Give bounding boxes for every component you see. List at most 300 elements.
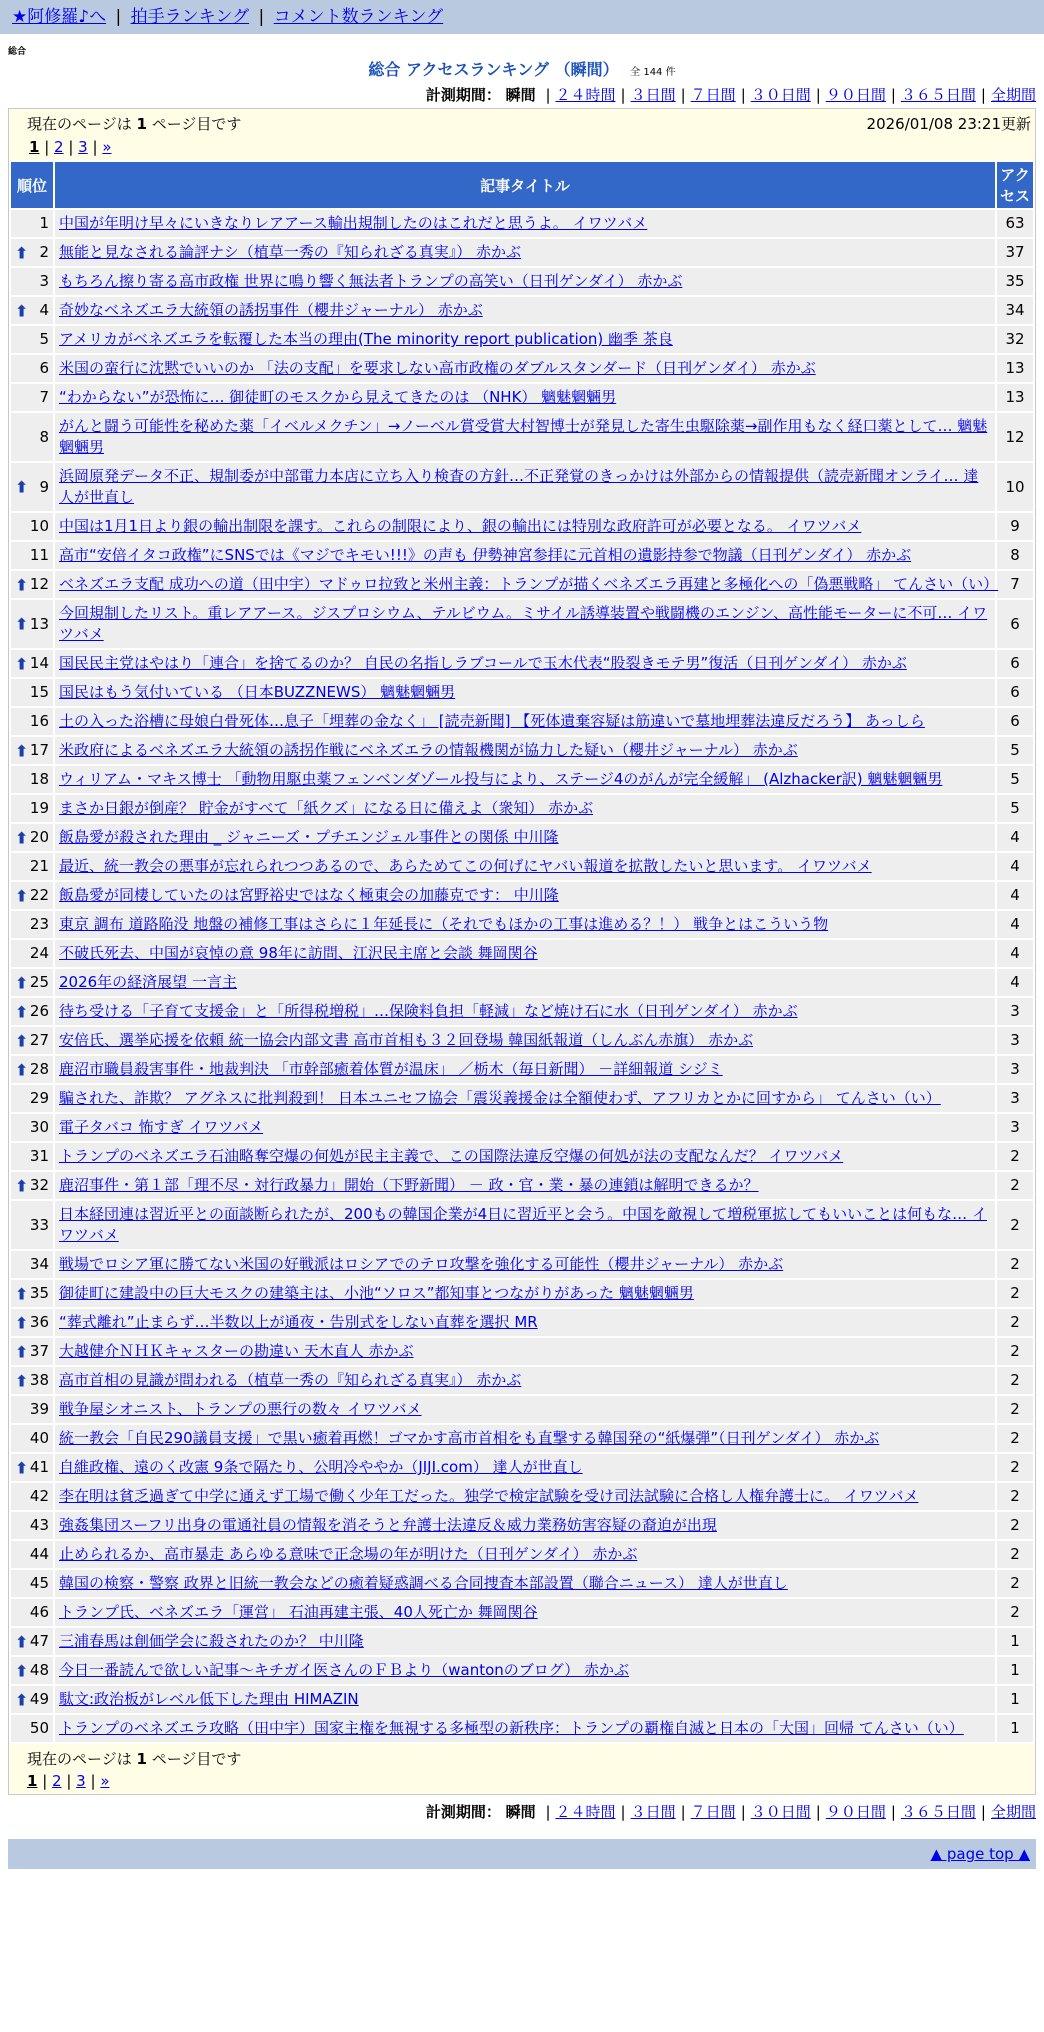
rank-cell <box>11 513 53 540</box>
rank-cell <box>11 1027 53 1054</box>
table-row <box>11 911 1033 938</box>
access-count: 2 <box>997 1172 1033 1199</box>
title-cell <box>55 1454 995 1481</box>
title-cell <box>55 1570 995 1597</box>
access-count: 35 <box>997 268 1033 295</box>
period-link[interactable]: ２４時間 <box>555 1803 616 1821</box>
article-link[interactable]: 戦争屋シオニスト、トランプの悪行の数々 イワツバメ <box>59 1400 422 1418</box>
article-link[interactable]: 御徒町に建設中の巨大モスクの建築主は、小池“ソロス”都知事とつながりがあった 魑魅魍魎男 <box>59 1284 694 1302</box>
table-row <box>11 1396 1033 1423</box>
access-count: 3 <box>997 1085 1033 1112</box>
article-link[interactable]: 飯島愛が同棲していたのは宮野裕史ではなく極東会の加藤克です： 中川隆 <box>59 886 559 904</box>
rank-number: 39 <box>29 1400 49 1418</box>
rank-number: 41 <box>29 1458 49 1476</box>
title-cell <box>55 650 995 677</box>
rank-cell <box>11 463 53 511</box>
rank-cell <box>11 1251 53 1278</box>
period-separator: | <box>980 1803 986 1821</box>
rank-cell <box>11 1541 53 1568</box>
article-link[interactable]: 米国の蛮行に沈黙でいいのか 「法の支配」を要求しない高市政権のダブルスタンダード（日刊ゲンダイ） 赤かぶ <box>59 359 816 377</box>
up-arrow-icon: ⬆ <box>15 1632 29 1651</box>
rank-cell <box>11 210 53 237</box>
rank-cell <box>11 853 53 880</box>
rank-cell <box>11 1657 53 1684</box>
rank-number: 21 <box>29 857 49 875</box>
rank-cell <box>11 795 53 822</box>
rank-cell <box>11 600 53 648</box>
article-link[interactable]: 国民民主党はやはり「連合」を捨てるのか？ 自民の名指しラブコールで玉木代表“股裂きモテ男”復活（日刊ゲンダイ） 赤かぶ <box>59 654 907 672</box>
table-row <box>11 882 1033 909</box>
article-link[interactable]: 2026年の経済展望 一言主 <box>59 973 237 991</box>
article-link[interactable]: 韓国の検察・警察 政界と旧統一教会などの癒着疑惑調べる合同捜査本部設置（聯合ニュース） 達人が世直し <box>59 1574 788 1592</box>
access-count: 32 <box>997 326 1033 353</box>
rank-number: 32 <box>29 1176 49 1194</box>
period-link[interactable]: ３日間 <box>630 1803 676 1821</box>
article-link[interactable]: ウィリアム・マキス博士 「動物用駆虫薬フェンベンダゾール投与により、ステージ4のがんが完全緩解」 (Alzhacker訳) 魑魅魍魎男 <box>59 770 943 788</box>
up-arrow-icon: ⬆ <box>15 243 29 262</box>
rank-cell <box>11 940 53 967</box>
home-link[interactable]: ★阿修羅♪へ <box>12 7 107 27</box>
table-row <box>11 969 1033 996</box>
pager-page-3[interactable]: 3 <box>78 138 88 156</box>
rank-header: 順位 <box>11 162 53 208</box>
title-cell <box>55 1172 995 1199</box>
rank-cell <box>11 1143 53 1170</box>
title-cell <box>55 853 995 880</box>
rank-cell <box>11 239 53 266</box>
ranking-table <box>9 160 1035 1744</box>
pager-page-3[interactable]: 3 <box>76 1772 86 1790</box>
table-row <box>11 766 1033 793</box>
rank-number: 12 <box>29 575 49 593</box>
total-count: 全 144 件 <box>630 67 676 78</box>
pager-page-1: 1 <box>29 138 40 156</box>
access-count: 37 <box>997 239 1033 266</box>
rank-cell <box>11 268 53 295</box>
rank-cell <box>11 824 53 851</box>
table-row <box>11 824 1033 851</box>
rank-cell <box>11 1396 53 1423</box>
article-link[interactable]: がんと闘う可能性を秘めた薬「イベルメクチン」→ノーベル賞受賞大村智博士が発見した寄生虫駆除薬→副作用もなく経口薬として… 魑魅魍魎男 <box>59 417 988 456</box>
access-count: 5 <box>997 737 1033 764</box>
rank-number: 36 <box>29 1313 49 1331</box>
access-count: 2 <box>997 1425 1033 1452</box>
article-link[interactable]: 李在明は貧乏過ぎて中学に通えず工場で働く少年工だった。独学で検定試験を受け司法試験に合格し人権弁護士に。 イワツバメ <box>59 1487 919 1505</box>
article-link[interactable]: 東京 調布 道路陥没 地盤の補修工事はさらに１年延長に（それでもほかの工事は進める？！） 戦争とはこういう物 <box>59 915 829 933</box>
period-link[interactable]: 全期間 <box>990 1803 1036 1821</box>
title-cell <box>55 1657 995 1684</box>
title-header: 記事タイトル <box>55 162 995 208</box>
rank-number: 35 <box>29 1284 49 1302</box>
article-link[interactable]: 今日一番読んで欲しい記事～キチガイ医さんのＦＢより（wantonのブログ） 赤かぶ <box>59 1661 630 1679</box>
table-row <box>11 1172 1033 1199</box>
rank-number: 22 <box>29 886 49 904</box>
access-count: 10 <box>997 463 1033 511</box>
rank-number: 9 <box>39 477 49 496</box>
period-link[interactable]: ７日間 <box>690 1803 736 1821</box>
table-row <box>11 1201 1033 1249</box>
period-separator: | <box>680 86 686 104</box>
rank-cell <box>11 969 53 996</box>
period-link[interactable]: ３０日間 <box>750 1803 811 1821</box>
period-label: 計測期間： <box>425 1803 501 1821</box>
article-link[interactable]: 三浦春馬は創価学会に殺されたのか？ 中川隆 <box>59 1632 364 1650</box>
pager-bottom <box>27 1772 1017 1790</box>
rank-cell <box>11 1483 53 1510</box>
period-link[interactable]: ３６５日間 <box>900 86 976 104</box>
title-cell <box>55 1396 995 1423</box>
table-row <box>11 650 1033 677</box>
access-count: 1 <box>997 1657 1033 1684</box>
nav-separator: | <box>258 7 265 27</box>
article-link[interactable]: 強姦集団スーフリ出身の電通社員の情報を消そうと弁護士法違反＆威力業務妨害容疑の裔迫が出現 <box>59 1516 717 1534</box>
access-count: 2 <box>997 1280 1033 1307</box>
article-link[interactable]: もちろん擦り寄る高市政権 世界に鳴り響く無法者トランプの高笑い（日刊ゲンダイ） 赤かぶ <box>59 272 683 290</box>
title-cell <box>55 1085 995 1112</box>
pager-separator: | <box>87 138 103 156</box>
up-arrow-icon: ⬆ <box>15 575 29 594</box>
access-count: 2 <box>997 1338 1033 1365</box>
rank-number: 46 <box>29 1603 49 1621</box>
access-count: 2 <box>997 1251 1033 1278</box>
access-count: 8 <box>997 542 1033 569</box>
up-arrow-icon: ⬆ <box>15 973 29 992</box>
access-count: 2 <box>997 1570 1033 1597</box>
up-arrow-icon: ⬆ <box>15 614 29 634</box>
table-row <box>11 413 1033 461</box>
rank-cell <box>11 1338 53 1365</box>
pager-page-2[interactable]: 2 <box>52 1772 62 1790</box>
access-count: 2 <box>997 1143 1033 1170</box>
rank-number: 18 <box>29 770 49 788</box>
period-link[interactable]: ９０日間 <box>825 1803 886 1821</box>
article-link[interactable]: 駄文:政治板がレベル低下した理由 HIMAZIN <box>59 1690 359 1708</box>
title-cell <box>55 1201 995 1249</box>
rank-number: 48 <box>29 1661 49 1679</box>
rank-cell <box>11 1425 53 1452</box>
rank-cell <box>11 882 53 909</box>
article-link[interactable]: 電子タバコ 怖すぎ イワツバメ <box>59 1118 264 1136</box>
rank-number: 6 <box>39 359 49 377</box>
article-link[interactable]: トランプ氏、ベネズエラ「運営」 石油再建主張、40人死亡か 舞岡関谷 <box>59 1603 538 1621</box>
clap-ranking-link[interactable]: 拍手ランキング <box>130 7 250 27</box>
title-cell <box>55 882 995 909</box>
ranking-title-row <box>0 58 1044 82</box>
article-link[interactable]: 統一教会「自民290議員支援」で黒い癒着再燃！ゴマかす高市首相をも直撃する韓国発の“紙爆弾”（日刊ゲンダイ） 赤かぶ <box>59 1429 880 1447</box>
access-count: 1 <box>997 1628 1033 1655</box>
title-cell <box>55 969 995 996</box>
page-status-number: 1 <box>136 1750 147 1768</box>
rank-cell <box>11 766 53 793</box>
rank-number: 43 <box>29 1516 49 1534</box>
table-row <box>11 355 1033 382</box>
article-link[interactable]: 無能と見なされる論評ナシ（植草一秀の『知られざる真実』） 赤かぶ <box>59 243 521 261</box>
access-header: アクセス <box>997 162 1033 208</box>
article-link[interactable]: 日本経団連は習近平との面談断られたが、200もの韓国企業が4日に習近平と会う。中国を敵視して増税軍拡してもいいことは何もな… イワツバメ <box>59 1205 987 1244</box>
rank-number: 13 <box>29 614 49 633</box>
access-count: 3 <box>997 1114 1033 1141</box>
title-cell <box>55 708 995 735</box>
scope-label: 総合 <box>8 47 27 57</box>
rank-cell <box>11 1454 53 1481</box>
title-cell <box>55 1114 995 1141</box>
access-count: 6 <box>997 679 1033 706</box>
title-cell <box>55 1338 995 1365</box>
table-row <box>11 1570 1033 1597</box>
article-link[interactable]: 中国が年明け早々にいきなりレアアース輸出規制したのはこれだと思うよ。 イワツバメ <box>59 214 648 232</box>
article-link[interactable]: 鹿沼事件・第１部「理不尽・対行政暴力」開始（下野新聞） － 政・官・業・暴の連鎖は解明できるか？ <box>59 1176 759 1194</box>
table-row <box>11 1599 1033 1626</box>
article-link[interactable]: 待ち受ける「子育て支援金」と「所得税増税」…保険料負担「軽減」など焼け石に水（日刊ゲンダイ） 赤かぶ <box>59 1002 798 1020</box>
rank-number: 11 <box>29 546 49 564</box>
pager-separator: | <box>63 138 79 156</box>
up-arrow-icon: ⬆ <box>15 1060 29 1079</box>
up-arrow-icon: ⬆ <box>15 1031 29 1050</box>
rank-cell <box>11 1056 53 1083</box>
access-count: 6 <box>997 600 1033 648</box>
title-cell <box>55 384 995 411</box>
rank-cell <box>11 1570 53 1597</box>
rank-cell <box>11 413 53 461</box>
up-arrow-icon: ⬆ <box>15 1342 29 1361</box>
rank-number: 29 <box>29 1089 49 1107</box>
period-link[interactable]: ９０日間 <box>825 86 886 104</box>
access-count: 2 <box>997 1201 1033 1249</box>
access-count: 12 <box>997 413 1033 461</box>
access-count: 2 <box>997 1309 1033 1336</box>
rank-number: 34 <box>29 1255 49 1273</box>
article-link[interactable]: ベネズエラ支配 成功への道（田中宇）マドゥロ拉致と米州主義：トランプが描くベネズエラ再建と多極化への「偽悪戦略」 てんさい（い） <box>59 575 999 593</box>
article-link[interactable]: “葬式離れ”止まらず…半数以上が通夜・告別式をしない直葬を選択 MR <box>59 1313 538 1331</box>
page-status-suffix: ページ目です <box>151 115 242 133</box>
rank-cell <box>11 1114 53 1141</box>
title-cell <box>55 1251 995 1278</box>
period-link[interactable]: ３０日間 <box>750 86 811 104</box>
table-header <box>11 162 1033 208</box>
rank-number: 31 <box>29 1147 49 1165</box>
access-count: 34 <box>997 297 1033 324</box>
article-link[interactable]: 高市首相の見識が問われる（植草一秀の『知られざる真実』） 赤かぶ <box>59 1371 522 1389</box>
rank-number: 27 <box>29 1031 49 1049</box>
rank-number: 1 <box>39 214 49 232</box>
access-count: 3 <box>997 1027 1033 1054</box>
table-row <box>11 1251 1033 1278</box>
article-link[interactable]: トランプのベネズエラ攻略（田中宇）国家主権を無視する多極型の新秩序：トランプの覇権自滅と日本の「大国」回帰 てんさい（い） <box>59 1719 964 1737</box>
pager-next[interactable]: » <box>102 138 112 156</box>
rank-number: 44 <box>29 1545 49 1563</box>
access-count: 2 <box>997 1396 1033 1423</box>
article-link[interactable]: 大越健介ＮＨＫキャスターの勘違い 天木直人 赤かぶ <box>59 1342 414 1360</box>
article-link[interactable]: 今回規制したリスト。重レアアース。ジスプロシウム、テルビウム。ミサイル誘導装置や戦闘機のエンジン、高性能モーターに不可… イワツバメ <box>59 604 988 643</box>
period-selector <box>0 82 1044 108</box>
title-cell <box>55 1056 995 1083</box>
title-cell <box>55 1483 995 1510</box>
rank-cell <box>11 1512 53 1539</box>
table-row <box>11 1628 1033 1655</box>
access-count: 2 <box>997 1483 1033 1510</box>
article-link[interactable]: トランプのベネズエラ石油略奪空爆の何処が民主主義で、この国際法違反空爆の何処が法の支配なんだ？ イワツバメ <box>59 1147 844 1165</box>
article-link[interactable]: 高市“安倍イタコ政権”にSNSでは《マジでキモい!!!》の声も 伊勢神宮参拝に元首相の遺影持参で物議（日刊ゲンダイ） 赤かぶ <box>59 546 912 564</box>
rank-cell <box>11 679 53 706</box>
ranking-rows <box>11 210 1033 1742</box>
period-link[interactable]: 全期間 <box>990 86 1036 104</box>
period-current: 瞬間 <box>505 1803 536 1821</box>
table-row <box>11 1056 1033 1083</box>
access-count: 5 <box>997 766 1033 793</box>
article-link[interactable]: 浜岡原発データ不正、規制委が中部電力本店に立ち入り検査の方針…不正発覚のきっかけは外部からの情報提供（読売新聞オンライ… 達人が世直し <box>59 467 979 506</box>
page-status-suffix: ページ目です <box>151 1750 242 1768</box>
period-separator: | <box>740 1803 746 1821</box>
pager-page-2[interactable]: 2 <box>54 138 64 156</box>
rank-number: 8 <box>39 427 49 446</box>
title-cell <box>55 571 999 598</box>
table-row <box>11 1454 1033 1481</box>
rank-number: 47 <box>29 1632 49 1650</box>
rank-number: 7 <box>39 388 49 406</box>
rank-cell <box>11 1201 53 1249</box>
up-arrow-icon: ⬆ <box>15 741 29 760</box>
rank-number: 23 <box>29 915 49 933</box>
article-link[interactable]: 米政府によるベネズエラ大統領の誘拐作戦にベネズエラの情報機関が協力した疑い（櫻井ジャーナル） 赤かぶ <box>59 741 798 759</box>
period-separator: | <box>740 86 746 104</box>
title-cell <box>55 600 995 648</box>
title-cell <box>55 940 995 967</box>
title-cell <box>55 1367 995 1394</box>
access-count: 2 <box>997 1541 1033 1568</box>
table-row <box>11 463 1033 511</box>
rank-number: 2 <box>39 243 49 261</box>
article-link[interactable]: 鹿沼市職員殺害事件・地裁判決 「市幹部癒着体質が温床」 ／栃木（毎日新聞） －詳細報道 シジミ <box>59 1060 723 1078</box>
rank-number: 26 <box>29 1002 49 1020</box>
article-link[interactable]: 奇妙なベネズエラ大統領の誘拐事件（櫻井ジャーナル） 赤かぶ <box>59 301 483 319</box>
page-status-number: 1 <box>136 115 147 133</box>
rank-cell <box>11 542 53 569</box>
pager-next[interactable]: » <box>100 1772 110 1790</box>
title-cell <box>55 1027 995 1054</box>
period-separator: | <box>890 86 896 104</box>
table-row <box>11 326 1033 353</box>
table-row <box>11 297 1033 324</box>
up-arrow-icon: ⬆ <box>15 886 29 905</box>
rank-number: 5 <box>39 330 49 348</box>
article-link[interactable]: 最近、統一教会の悪事が忘れられつつあるので、あらためてこの何げにヤバい報道を拡散したいと思います。 イワツバメ <box>59 857 872 875</box>
pager-separator: | <box>61 1772 77 1790</box>
article-link[interactable]: 安倍氏、選挙応援を依頼 統一協会内部文書 高市首相も３２回登場 韓国紙報道（しんぶん赤旗） 赤かぶ <box>59 1031 754 1049</box>
comment-ranking-link[interactable]: コメント数ランキング <box>273 7 444 27</box>
title-cell <box>55 1599 995 1626</box>
period-separator: | <box>545 1803 551 1821</box>
access-count: 5 <box>997 795 1033 822</box>
period-current: 瞬間 <box>505 86 536 104</box>
rank-number: 38 <box>29 1371 49 1389</box>
up-arrow-icon: ⬆ <box>15 477 29 497</box>
access-count: 4 <box>997 969 1033 996</box>
article-link[interactable]: 飯島愛が殺された理由 _ ジャニーズ・プチエンジェル事件との関係 中川隆 <box>59 828 559 846</box>
table-row <box>11 268 1033 295</box>
article-link[interactable]: 自維政権、遠のく改憲 9条で隔たり、公明冷ややか（JIJI.com） 達人が世直し <box>59 1458 583 1476</box>
rank-cell <box>11 571 53 598</box>
rank-cell <box>11 297 53 324</box>
title-cell <box>55 766 995 793</box>
article-link[interactable]: まさか日銀が倒産？ 貯金がすべて「紙クズ」になる日に備えよ（衆知） 赤かぶ <box>59 799 594 817</box>
title-cell <box>55 679 995 706</box>
title-cell <box>55 795 995 822</box>
title-cell <box>55 297 995 324</box>
access-count: 6 <box>997 650 1033 677</box>
article-link[interactable]: 土の入った浴槽に母娘白骨死体…息子「埋葬の金なく」 [読売新聞] 【死体遺棄容疑は筋違いで墓地埋葬法違反だろう】 あっしら <box>59 712 925 730</box>
title-cell <box>55 413 995 461</box>
article-link[interactable]: 騙された、詐欺？ アグネスに批判殺到！ 日本ユニセフ協会「震災義援金は全額使わず、アフリカとかに回すから」 てんさい（い） <box>59 1089 941 1107</box>
rank-number: 19 <box>29 799 49 817</box>
period-link[interactable]: ３日間 <box>630 86 676 104</box>
rank-number: 37 <box>29 1342 49 1360</box>
title-cell <box>55 210 995 237</box>
up-arrow-icon: ⬆ <box>15 1313 29 1332</box>
article-link[interactable]: アメリカがベネズエラを転覆した本当の理由(The minority report publication) 幽季 茶良 <box>59 330 673 348</box>
table-row <box>11 1657 1033 1684</box>
page-top-link[interactable]: ▲ page top ▲ <box>930 1845 1030 1863</box>
title-cell <box>55 463 995 511</box>
article-link[interactable]: 中国は1月1日より銀の輸出制限を課す。これらの制限により、銀の輸出には特別な政府許可が必要となる。 イワツバメ <box>59 517 862 535</box>
title-cell <box>55 1309 995 1336</box>
title-cell <box>55 1512 995 1539</box>
title-cell <box>55 1280 995 1307</box>
article-link[interactable]: 止められるか、高市暴走 あらゆる意味で正念場の年が明けた（日刊ゲンダイ） 赤かぶ <box>59 1545 638 1563</box>
period-link[interactable]: ３６５日間 <box>900 1803 976 1821</box>
rank-number: 10 <box>29 517 49 535</box>
page-status-prefix: 現在のページは <box>27 1750 132 1768</box>
title-cell <box>55 1425 995 1452</box>
page-status-prefix: 現在のページは <box>27 115 132 133</box>
updated-time: 2026/01/08 23:21更新 <box>866 115 1031 133</box>
ranking-panel <box>8 108 1036 1795</box>
period-link[interactable]: ２４時間 <box>555 86 616 104</box>
access-count: 4 <box>997 882 1033 909</box>
period-separator: | <box>890 1803 896 1821</box>
title-cell <box>55 513 995 540</box>
period-links <box>540 86 1036 104</box>
top-nav <box>0 0 1044 34</box>
rank-cell <box>11 911 53 938</box>
rank-number: 30 <box>29 1118 49 1136</box>
period-separator: | <box>980 86 986 104</box>
article-link[interactable]: “わからない”が恐怖に… 御徒町のモスクから見えてきたのは （NHK） 魑魅魍魎男 <box>59 388 617 406</box>
period-separator: | <box>620 86 626 104</box>
title-cell <box>55 268 995 295</box>
table-row <box>11 1512 1033 1539</box>
table-row <box>11 998 1033 1025</box>
up-arrow-icon: ⬆ <box>15 1176 29 1195</box>
table-row <box>11 1686 1033 1713</box>
article-link[interactable]: 国民はもう気付いている （日本BUZZNEWS） 魑魅魍魎男 <box>59 683 456 701</box>
table-row <box>11 1114 1033 1141</box>
period-link[interactable]: ７日間 <box>690 86 736 104</box>
article-link[interactable]: 戦場でロシア軍に勝てない米国の好戦派はロシアでのテロ攻撃を強化する可能性（櫻井ジャーナル） 赤かぶ <box>59 1255 784 1273</box>
rank-cell <box>11 1715 53 1742</box>
table-row <box>11 1027 1033 1054</box>
access-count: 63 <box>997 210 1033 237</box>
title-cell <box>55 1541 995 1568</box>
access-count: 1 <box>997 1715 1033 1742</box>
rank-number: 4 <box>39 301 49 319</box>
rank-number: 14 <box>29 654 49 672</box>
access-count: 13 <box>997 355 1033 382</box>
title-cell <box>55 1628 995 1655</box>
rank-cell <box>11 1085 53 1112</box>
rank-cell <box>11 1309 53 1336</box>
article-link[interactable]: 不破氏死去、中国が哀悼の意 98年に訪問、江沢民主席と会談 舞岡関谷 <box>59 944 538 962</box>
title-cell <box>55 239 995 266</box>
